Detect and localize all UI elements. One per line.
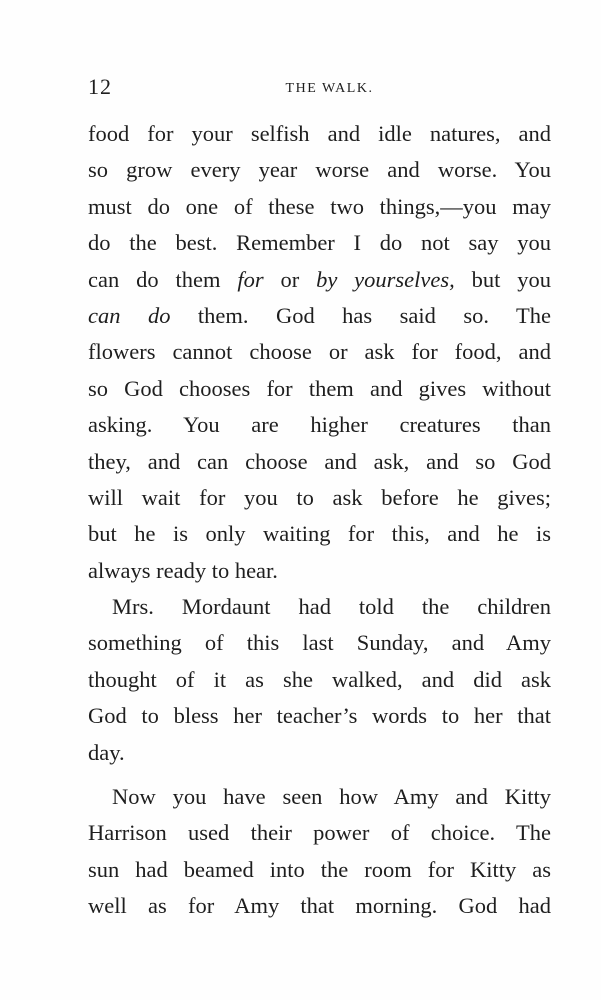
paragraph-start-line: Now you have seen how Amy and Kitty [112, 784, 551, 810]
body-text [88, 116, 551, 925]
text-line: must do one of these two things,—you may [88, 193, 551, 219]
text-line: do the best. Remember I do not say you [88, 230, 551, 256]
text-line: food for your selfish and idle natures, and [88, 121, 551, 146]
text-line: God to bless her teacher’s words to her that [88, 703, 551, 729]
page-number: 12 [88, 74, 112, 99]
paragraph-start-line: Mrs. Mordaunt had told the children [112, 594, 551, 620]
text-line: Harrison used their power of choice. The [88, 820, 551, 846]
text-line: asking. You are higher creatures than [88, 412, 551, 438]
text-line: they, and can choose and ask, and so God [88, 448, 551, 474]
text-line: but he is only waiting for this, and he is [88, 521, 551, 547]
text-line: can do them for or by yourselves, but you [88, 266, 551, 292]
paragraph-gap [88, 771, 551, 779]
text-line: flowers cannot choose or ask for food, and [88, 339, 551, 365]
text-line: well as for Amy that morning. God had [88, 893, 551, 919]
paragraph-end-line: always ready to hear. [88, 557, 278, 583]
text-line: will wait for you to ask before he gives; [88, 484, 551, 510]
text-line: so God chooses for them and gives without [88, 375, 551, 401]
italic-text: by yourselves, [316, 266, 455, 292]
text-line: thought of it as she walked, and did ask [88, 666, 551, 692]
running-title: THE WALK. [285, 81, 374, 96]
text-line: so grow every year worse and worse. You [88, 157, 551, 183]
italic-text: for [237, 266, 264, 292]
paragraph-end-line: day. [88, 739, 125, 765]
text-line: can do them. God has said so. The [88, 302, 551, 328]
text-line: something of this last Sunday, and Amy [88, 630, 551, 656]
text-line: sun had beamed into the room for Kitty as [88, 856, 551, 882]
italic-text: can do [88, 302, 171, 328]
page-header [88, 74, 551, 104]
